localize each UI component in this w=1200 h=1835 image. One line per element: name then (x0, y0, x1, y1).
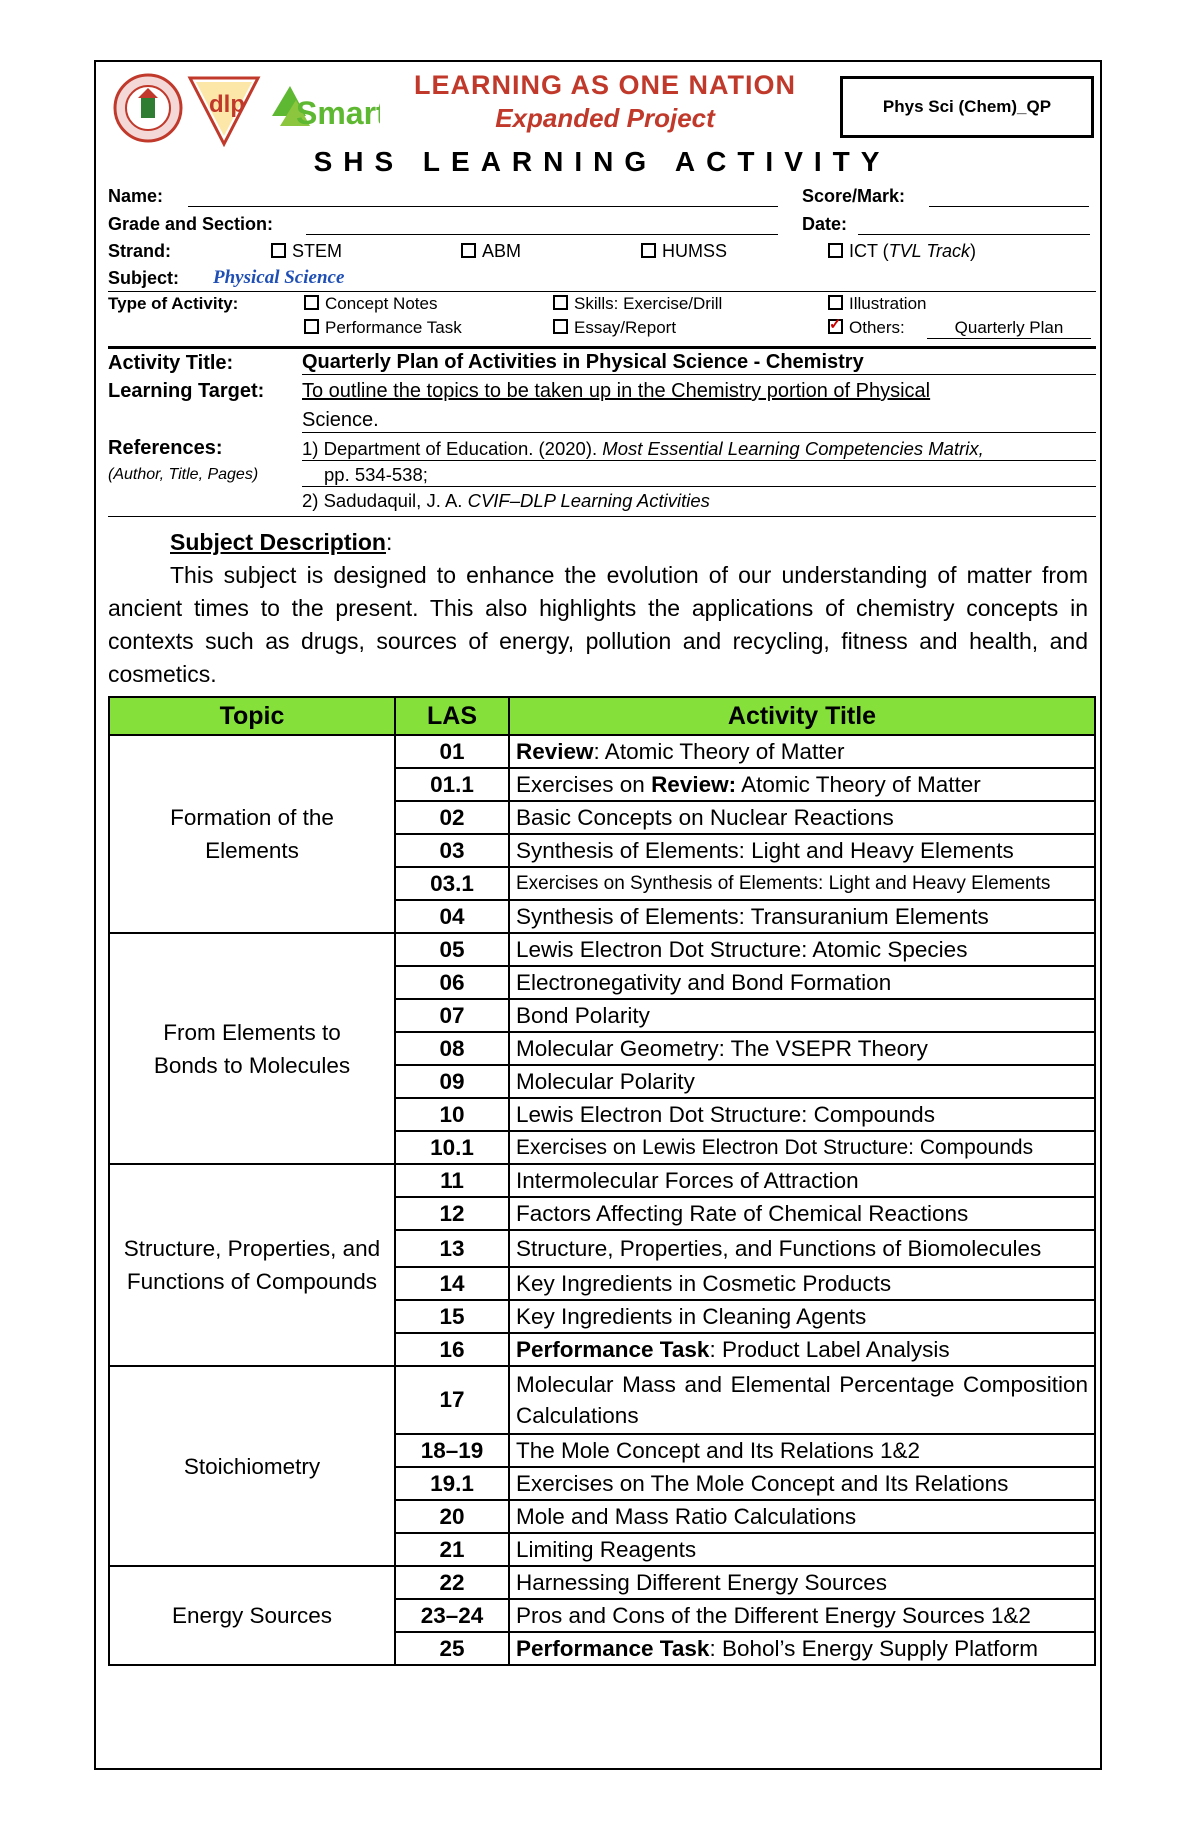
grade-field[interactable] (306, 234, 778, 235)
divider (108, 516, 1096, 517)
table-header-row (109, 697, 1095, 735)
las-cell: 21 (395, 1533, 509, 1566)
las-cell: 05 (395, 933, 509, 966)
las-cell: 17 (395, 1366, 509, 1434)
activity-title-cell: Review: Atomic Theory of Matter (509, 735, 1095, 768)
svg-text:Smart: Smart (296, 95, 380, 131)
learning-target-label: Learning Target: (108, 380, 265, 402)
las-cell: 12 (395, 1197, 509, 1230)
las-cell: 06 (395, 966, 509, 999)
checkbox-icon[interactable] (304, 295, 319, 310)
activity-title-cell: Key Ingredients in Cleaning Agents (509, 1300, 1095, 1333)
strand-option-stem[interactable]: STEM (271, 241, 342, 262)
activity-title-cell: Pros and Cons of the Different Energy Sources 1&2 (509, 1599, 1095, 1632)
activity-title-cell: Exercises on The Mole Concept and Its Relations (509, 1467, 1095, 1500)
table-row (109, 1164, 1095, 1197)
topic-cell: Formation of the Elements (109, 735, 395, 933)
strand-option-ict[interactable]: ICT (TVL Track) (828, 241, 976, 262)
checkbox-icon[interactable] (271, 243, 286, 258)
divider (108, 346, 1096, 349)
strand-option-humss[interactable]: HUMSS (641, 241, 727, 262)
strand-label: Strand: (108, 241, 171, 261)
activity-title-label: Activity Title: (108, 352, 234, 374)
las-cell: 01 (395, 735, 509, 768)
activity-title-cell: Key Ingredients in Cosmetic Products (509, 1267, 1095, 1300)
las-cell: 02 (395, 801, 509, 834)
activity-title-cell: Synthesis of Elements: Transuranium Elements (509, 900, 1095, 933)
activity-title-cell: Limiting Reagents (509, 1533, 1095, 1566)
header-activity-title: Activity Title (509, 697, 1095, 735)
divider (108, 291, 1096, 292)
checked-checkbox-icon[interactable] (828, 319, 843, 334)
las-cell: 03.1 (395, 867, 509, 900)
score-row (802, 186, 1092, 207)
smart-logo-icon (272, 86, 380, 131)
activity-title-cell: Performance Task: Bohol’s Energy Supply Platform (509, 1632, 1095, 1665)
reference-2: 2) Sadudaquil, J. A. CVIF–DLP Learning Activities (302, 490, 710, 511)
date-label: Date: (802, 214, 848, 234)
las-cell: 18–19 (395, 1434, 509, 1467)
las-cell: 13 (395, 1230, 509, 1267)
table-row (109, 735, 1095, 768)
checkbox-icon[interactable] (304, 319, 319, 334)
type-option-others[interactable]: ✓ Others: (828, 318, 905, 338)
las-cell: 14 (395, 1267, 509, 1300)
date-field[interactable] (858, 234, 1090, 235)
activity-title-value: Quarterly Plan of Activities in Physical Science - Chemistry (302, 351, 1096, 375)
date-row (802, 214, 1092, 235)
name-field[interactable] (188, 206, 778, 207)
grade-label: Grade and Section: (108, 214, 274, 234)
activity-plan-table (108, 696, 1096, 1666)
score-label: Score/Mark: (802, 186, 906, 206)
topic-cell: Energy Sources (109, 1566, 395, 1665)
page-title: SHS LEARNING ACTIVITY (313, 146, 891, 177)
description-text: This subject is designed to enhance the evolution of our understanding of matter from ancient times to the present. This also highlights the applications of chemistry concepts in contexts such as drugs, sources of energy, pollution and recycling, fitness and health, and cosmetics. (108, 562, 1088, 687)
type-option-concept-notes[interactable]: Concept Notes (304, 294, 437, 314)
las-cell: 19.1 (395, 1467, 509, 1500)
dlp-logo-icon (190, 78, 258, 144)
activity-title-cell: Bond Polarity (509, 999, 1095, 1032)
las-cell: 04 (395, 900, 509, 933)
header-las: LAS (395, 697, 509, 735)
activity-title-cell: Factors Affecting Rate of Chemical Reactions (509, 1197, 1095, 1230)
reference-1-pages: pp. 534-538; (302, 464, 1096, 487)
others-value[interactable]: Quarterly Plan (927, 318, 1091, 339)
checkbox-icon[interactable] (828, 243, 843, 258)
activity-title-cell: Exercises on Review: Atomic Theory of Matter (509, 768, 1095, 801)
las-cell: 16 (395, 1333, 509, 1366)
name-label: Name: (108, 186, 164, 206)
checkbox-icon[interactable] (553, 319, 568, 334)
checkbox-icon[interactable] (828, 295, 843, 310)
school-seal-icon (115, 75, 181, 141)
project-title-line2: Expanded Project (495, 103, 715, 133)
las-cell: 09 (395, 1065, 509, 1098)
table-row (109, 933, 1095, 966)
document-code: Phys Sci (Chem)_QP (840, 76, 1094, 138)
checkbox-icon[interactable] (641, 243, 656, 258)
type-label: Type of Activity: (108, 294, 239, 313)
activity-title-cell: Exercises on Synthesis of Elements: Light and Heavy Elements (509, 867, 1095, 900)
type-option-skills[interactable]: Skills: Exercise/Drill (553, 294, 722, 314)
reference-1: 1) Department of Education. (2020). Most Essential Learning Competencies Matrix, (302, 438, 1096, 461)
activity-title-cell: Lewis Electron Dot Structure: Atomic Species (509, 933, 1095, 966)
svg-text:dlp: dlp (209, 91, 245, 118)
activity-title-cell: Molecular Polarity (509, 1065, 1095, 1098)
activity-title-cell: Molecular Geometry: The VSEPR Theory (509, 1032, 1095, 1065)
activity-title-cell: Synthesis of Elements: Light and Heavy Elements (509, 834, 1095, 867)
references-label: References: (108, 437, 223, 459)
topic-cell: Structure, Properties, and Functions of Compounds (109, 1164, 395, 1366)
references-sublabel: (Author, Title, Pages) (108, 466, 259, 483)
activity-title-cell: Exercises on Lewis Electron Dot Structure: Compounds (509, 1131, 1095, 1164)
activity-title-cell: Basic Concepts on Nuclear Reactions (509, 801, 1095, 834)
las-cell: 01.1 (395, 768, 509, 801)
table-row (109, 1366, 1095, 1434)
activity-title-cell: Structure, Properties, and Functions of Biomolecules (509, 1230, 1095, 1267)
las-cell: 20 (395, 1500, 509, 1533)
learning-target-line1: To outline the topics to be taken up in the Chemistry portion of Physical (302, 380, 931, 402)
las-cell: 10.1 (395, 1131, 509, 1164)
description-heading: Subject Description (170, 529, 386, 555)
subject-description: Subject Description: This subject is designed to enhance the evolution of our understanding of matter from ancient times to the present. This also highlights the applications of chemistry concepts in contexts such as drugs, sources of energy, pollution and recycling, fitness and health, and cosmetics. (108, 526, 1088, 691)
las-cell: 07 (395, 999, 509, 1032)
topic-cell: Stoichiometry (109, 1366, 395, 1566)
project-title-line1: LEARNING AS ONE NATION (413, 70, 796, 100)
activity-title-cell: The Mole Concept and Its Relations 1&2 (509, 1434, 1095, 1467)
activity-title-cell: Intermolecular Forces of Attraction (509, 1164, 1095, 1197)
las-cell: 08 (395, 1032, 509, 1065)
learning-target-line2: Science. (302, 409, 1096, 433)
las-cell: 15 (395, 1300, 509, 1333)
checkbox-icon[interactable] (461, 243, 476, 258)
las-cell: 22 (395, 1566, 509, 1599)
las-cell: 25 (395, 1632, 509, 1665)
las-cell: 10 (395, 1098, 509, 1131)
subject-value: Physical Science (213, 267, 345, 288)
score-field[interactable] (929, 206, 1089, 207)
activity-title-cell: Electronegativity and Bond Formation (509, 966, 1095, 999)
activity-title-cell: Mole and Mass Ratio Calculations (509, 1500, 1095, 1533)
las-cell: 23–24 (395, 1599, 509, 1632)
project-title (385, 70, 825, 134)
type-option-essay[interactable]: Essay/Report (553, 318, 676, 338)
logo-group (110, 72, 380, 152)
las-cell: 03 (395, 834, 509, 867)
checkbox-icon[interactable] (553, 295, 568, 310)
subject-label: Subject: (108, 268, 180, 288)
activity-title-cell: Lewis Electron Dot Structure: Compounds (509, 1098, 1095, 1131)
type-option-illustration[interactable]: Illustration (828, 294, 926, 314)
table-row (109, 1566, 1095, 1599)
activity-title-cell: Molecular Mass and Elemental Percentage Composition Calculations (509, 1366, 1095, 1434)
header-topic: Topic (109, 697, 395, 735)
activity-title-cell: Performance Task: Product Label Analysis (509, 1333, 1095, 1366)
topic-cell: From Elements to Bonds to Molecules (109, 933, 395, 1164)
activity-title-cell: Harnessing Different Energy Sources (509, 1566, 1095, 1599)
type-option-performance-task[interactable]: Performance Task (304, 318, 462, 338)
las-cell: 11 (395, 1164, 509, 1197)
strand-option-abm[interactable]: ABM (461, 241, 521, 262)
